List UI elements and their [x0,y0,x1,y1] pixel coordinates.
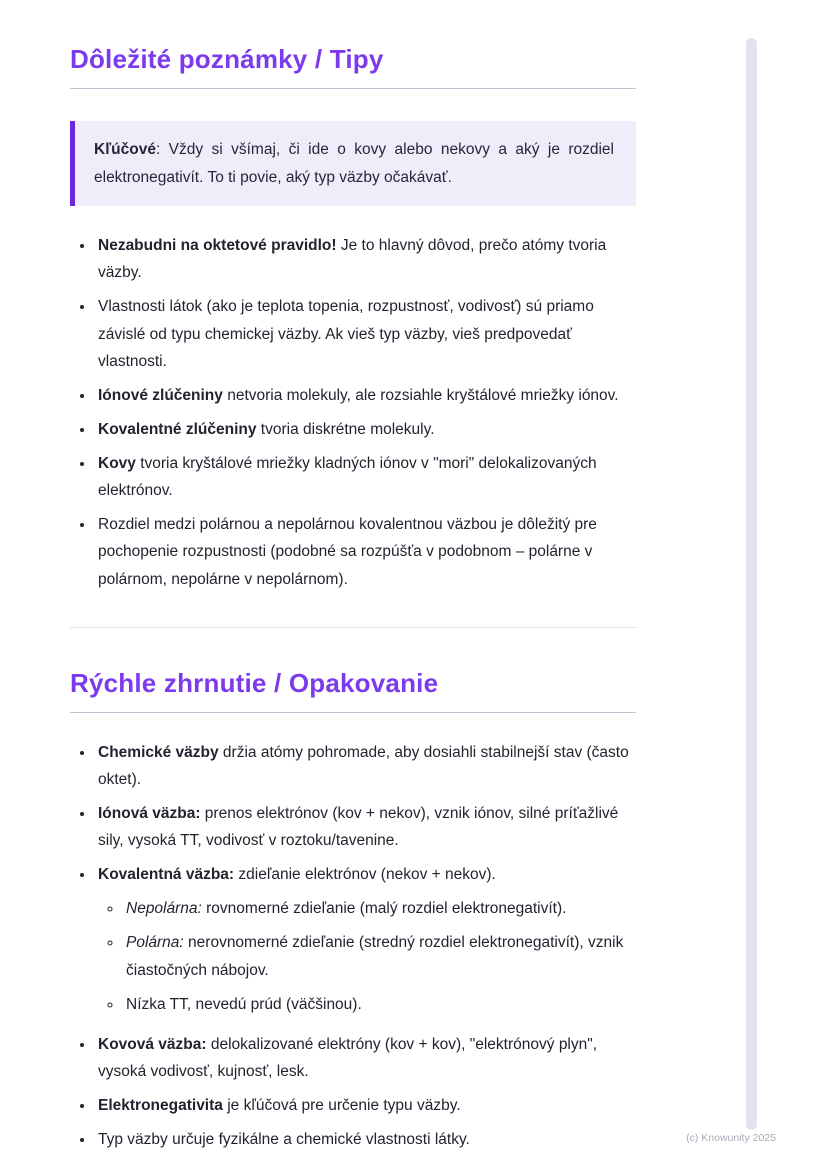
list-item [95,739,636,793]
bold-text: Kovalentná väzba: [98,866,235,884]
footer-copyright: (c) Knowunity 2025 [686,1132,776,1144]
bold-text: Kovalentné zlúčeniny [98,420,257,438]
sub-list [98,895,636,1018]
text-run: Rozdiel medzi polárnou a nepolárnou kovalentnou väzbou je dôležitý pre pochopenie rozpustnosti (podobné sa rozpúšťa v podobnom – polárne v polárnom, nepolárne v nepolárnom). [98,516,597,588]
text-run: zdieľanie elektrónov (nekov + nekov). [234,866,496,884]
sub-list-item [123,991,636,1018]
italic-text: Polárna: [126,934,184,952]
sub-list-item [123,929,636,983]
list-item [95,511,636,592]
text-run: nerovnomerné zdieľanie (stredný rozdiel elektronegativít), vznik čiastočných nábojov. [126,934,624,979]
text-run: Vlastnosti látok (ako je teplota topenia, rozpustnosť, vodivosť) sú priamo závislé od typu chemickej väzby. Ak vieš typ väzby, vieš predpovedať vlastnosti. [98,298,594,370]
text-run: : Vždy si všímaj, či ide o kovy alebo nekovy a aký je rozdiel elektronegativít. To ti povie, aký typ väzby očakávať. [94,141,614,186]
text-run: prenos elektrónov (kov + nekov), vznik iónov, silné príťažlivé sily, vysoká TT, vodivosť v roztoku/tavenine. [98,804,619,850]
section-important-notes [70,44,636,593]
bold-text: Kovová väzba: [98,1035,207,1053]
text-run: Typ väzby určuje fyzikálne a chemické vlastnosti látky. [98,1131,470,1149]
list-item [95,800,636,854]
text-run: delokalizované elektróny (kov + kov), "elektrónový plyn", vysoká vodivosť, kujnosť, lesk. [98,1035,598,1080]
bold-text: Elektronegativita [98,1097,223,1115]
scrollbar[interactable] [746,38,757,1130]
document-content [70,44,636,1160]
text-run: držia atómy pohromade, aby dosiahli stabilnejší stav (často oktet). [98,743,629,788]
list-item [95,232,636,286]
text-run: Nízka TT, nevedú prúd (väčšinou). [126,995,362,1013]
section-title-important-notes: Dôležité poznámky / Tipy [70,44,636,89]
text-run: Je to hlavný dôvod, prečo atómy tvoria väzby. [98,237,607,282]
text-run: tvoria diskrétne molekuly. [256,420,435,438]
list-item [95,1031,636,1085]
text-run: netvoria molekuly, ale rozsiahle kryštálové mriežky iónov. [222,386,619,404]
section-quick-summary [70,668,636,1154]
sub-list-item [123,895,636,922]
list-item [95,861,636,1018]
bold-text: Chemické väzby [98,743,219,761]
bold-text: Nezabudni na oktetové pravidlo! [98,237,337,255]
text-run: rovnomerné zdieľanie (malý rozdiel elektronegativít). [201,900,567,918]
bold-text: Kľúčové [94,141,156,158]
text-run: je kľúčová pre určenie typu väzby. [222,1097,461,1115]
list-item [95,1126,636,1153]
section-divider [70,627,636,628]
important-notes-list [70,232,636,593]
text-run: tvoria kryštálové mriežky kladných iónov v "mori" delokalizovaných elektrónov. [98,455,597,500]
callout-text [94,136,614,191]
bold-text: Kovy [98,455,136,473]
list-item [95,293,636,374]
callout-box [70,121,636,206]
list-item [95,1092,636,1119]
bold-text: Iónová väzba: [98,804,201,822]
italic-text: Nepolárna: [126,900,202,918]
bold-text: Iónové zlúčeniny [98,386,223,404]
quick-summary-list [70,739,636,1154]
list-item [95,382,636,409]
section-title-quick-summary: Rýchle zhrnutie / Opakovanie [70,668,636,713]
list-item [95,416,636,443]
list-item [95,450,636,504]
